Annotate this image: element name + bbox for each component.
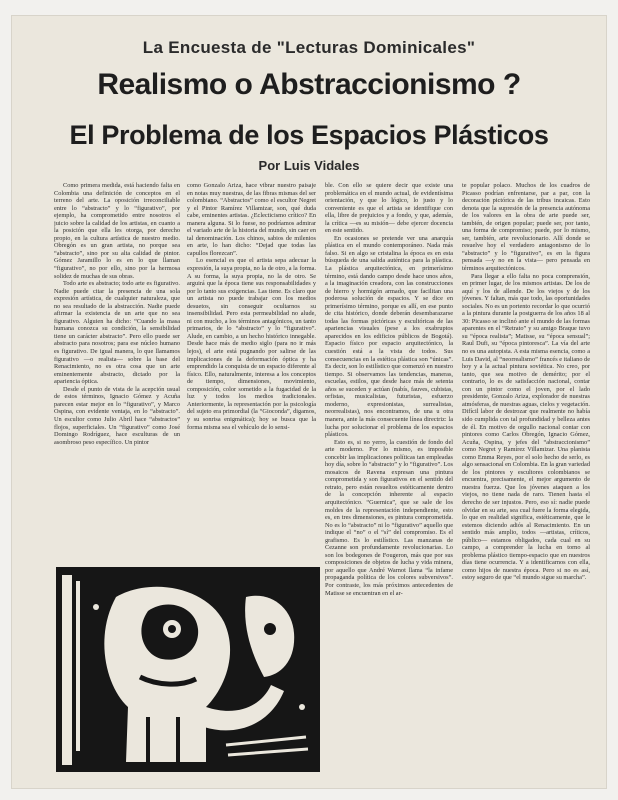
newspaper-page bbox=[12, 16, 606, 788]
paragraph: Lo esencial es que el artista sepa adecuar la expresión, la suya propia, no la de otro, a la forma. A su forma, la suya propia, no la de otro. Se arguirá que la época tiene sus responsabilidades y por lo tanto sus exigencias. Las tiene. Es claro que un artista no puede trabajar con los medios desuetos, sin conseguir ocultarnos su insensibilidad. Pero esta permeabilidad no alude, ni con mucho, a los términos antagónicos, un tanto primarios, de lo “abstracto” y lo “figurativo”. Alude, en cambio, a un hecho histórico innegable. Desde hace más de medio siglo (para no ir más lejos), el arte está pugnando por salirse de las implicaciones de la deformación óptica y ha emprendido la conquista de un espacio diferente al físico. Ello, naturalmente, interesa a los conceptos de tiempo, dimensiones, movimiento, composición, color sometido a la fugacidad de la luz y todos los medios tradicionales. Anteriormente, la representación por la psicología del sujeto era primordial (la “Gioconda”, digamos, y su sonrisa enigmática); hoy se busca que la forma misma sea el vehículo de lo sensi- bbox=[187, 257, 316, 431]
text-column-3 bbox=[325, 182, 453, 762]
text-column-4 bbox=[462, 182, 590, 762]
paragraph: ble. Con ello se quiere decir que existe una problemática en el mundo actual, de evidentísima orientación, y que lo lógico, lo justo y lo conveniente es que el artista se identifique con ella, libre de prejuicios y a fondo, y que, además, la crítica —es su misión— debe ejercer docencia en este sentido. bbox=[325, 182, 453, 235]
paragraph: te popular polaco. Muchos de los cuadros de Picasso podrían enfrentarse, par a par, con la decoración pictórica de las tribus incaicas. Esto denota que la supresión de la presencia autónoma de los valores en la obra de arte puede ser, también, de origen popular; puede ser, por tanto, una forma de compromiso; puede, por lo mismo, ser, también, arte revolucionario. Allí donde se resuelve hoy el verdadero antagonismo de lo “abstracto” y lo “figurativo”, es en la figura pensada —y no en la vista— pero pensada en términos arquitectónicos. bbox=[462, 182, 590, 273]
article-title: Realismo o Abstraccionismo ? bbox=[97, 68, 521, 101]
paragraph: Todo arte es abstracto; todo arte es figurativo. Nadie puede citar la presencia de una sola expresión artística, de cualquier naturaleza, que no sea resultado de la abstracción. Nadie puede afirmar la existencia de un arte que no sea figurativo. Alguien ha dicho: “Cuando la masa humana conozca su condición, la sensibilidad tiene un carácter abstracto”. Pero ello puede ser abstracto para nosotros; para ese núcleo humano es figurativo. De igual manera, lo que llamamos figurativo —o realista— sobre la base del Renacimiento, no es otra cosa que un arte eminentemente abstracto, dictado por la apariencia óptica. bbox=[54, 280, 180, 386]
abstract-figure-woodcut-icon bbox=[56, 567, 320, 772]
section-kicker: La Encuesta de "Lecturas Dominicales" bbox=[142, 38, 476, 57]
article-subtitle: El Problema de los Espacios Plásticos bbox=[69, 120, 549, 150]
text-column-2 bbox=[187, 182, 316, 564]
paragraph: En ocasiones se pretende ver una anarquía plástica en el mundo contemporáneo. Nada más falso. Si en algo se cristalina la época es en esta búsqueda de una salida auténtica para la plástica. La plástica arquitectónica, en primerísimo término, está dando campo desde hace unos años, a la imaginación creadora, con las construcciones de hierro y hormigón armado, que facilitan una poderosa solución de espacios. Y se dice en primerísimo término, porque es allí, en ese punto de cita histórico, donde deberán desembarazarse todas las formas pictóricas y escultóricas de las apariencias visuales (pese a los exabruptos aparecidos en los edificios públicos de Bogotá). Espacio físico por espacio arquitectónico, la cuestión está a la vista de todos. Sus consecuencias en la estética plástica son “únicas”. Es decir, son lo estilístico que comenzó en nuestro tiempo. Si observamos las tendencias, maneras, escuelas, estilos, que desde hace más de setenta años se suceden y actúan (nabís, fauves, cubistas, orfistas, musicalistas, futuristas, esfuerzo moderno, expresionistas, surrealistas, neorrealistas), nos encontramos, de una u otra manera, ante la más consecuente línea directriz: la lucha por solucionar el problema de los espacios plásticos. bbox=[325, 234, 453, 439]
text-column-1 bbox=[54, 182, 180, 564]
paragraph: Para llegar a ello falta no poca comprensión, en primer lugar, de los mismos artistas. De los de aquí y los de allende. De los viejos y de los jóvenes. Y faltan, más que todo, las oportunidades sociales. No es un portento recordar lo que ocurrió a la pintura durante la postguerra de los años 18 al 30: Picasso se inclinó ante el mundo de las formas aparentes en el “Retrato” y su amigo Braque tuvo su “época realista”; Matisse, su “época sensual”; Raul Dufi, su “época pintoresca”. La vía del arte no es una autopista. A esta misma esencia, como a Luis David, al “neorrealismo” francés e italiano de hoy y a la actual pintura soviética. No creo, por tanto, que sea motivo de demérito; por el contrario, lo es de satisfacción nacional, contar con un pintor como el joven, por el lado presidente, Gonzalo Ariza, explorador de nuestras atmósferas, de nuestras aguas, cielos y vegetación. Difícil labor de destrozar que realmente no había sido cumplida con tal profundidad y belleza antes de él. En motivo de orgullo nacional contar con pintores como Carlos Obregón, Ignacio Gómez, Acuña, Ospina, y jefes del “abstraccionismo” como Negret y Ramírez Villamizar. Una planista como Emma Reyes, por el solo hecho de serlo, es algo sensacional en Colombia. En la gran variedad de los pintores y escultores colombianos se encuentra, precisamente, el mejor argumento de nuestra fuerza. Que los jóvenes ataquen a los viejos, no tiene nada de raro. Tienen hasta el derecho de ser injustos. Pero, eso sí: nadie puede olvidar en su arte, sea cual fuere la forma elegida, lo que en realidad significa, estéticamente, que le estemos diciendo adiós al Renacimiento. En un sentido más amplio, todos —artistas, críticos, público— estamos obligados, cada cual en su campo, a comprender la lucha en torno al problema plástico tiempo-espacio que en nuestros días tiene ocurrencia. Y a identificarnos con ella, como hijos de nuestra época. Pero si no es así, estoy seguro de que “el mundo sigue su marcha”. bbox=[462, 272, 590, 582]
paragraph: Esto es, si no yerro, la cuestión de fondo del arte moderno. Por lo mismo, es imposible concebir las implicaciones políticas tan empleadas hoy día, sobre lo “abstracto” y lo “figurativo”. Los mosaicos de Ravena expresan una pintura comprometida y son figurativos en el sentido del retrato, pero están resueltos estéticamente dentro de la concepción inherente al espacio arquitectónico. “Guernica”, que se sale de los moldes de la representación independiente, esto es, en tres dimensiones, es pintura comprometida. No es lo “abstracto” ni lo “figurativo” aquello que indique el “no” o el “sí” del compromiso. Es el grafismo. Es lo estilístico. Las manzanas de Cezanne son profundamente revolucionarias. Lo son los bodegones de Fougeron, más que por sus composiciones de objetos de lucha y vida minera, por aquello que André Warnot llama “la infame propaganda política de los colores subversivos”. Por contraste, los más próximos antecedentes de Matisse se encuentran en el ar- bbox=[325, 438, 453, 597]
paragraph: como Gonzalo Ariza, hace vibrar nuestro paisaje en notas muy nuestras, de las fibras mismas del ser colombiano. “Abstractos” como el escultor Negret y el Pintor Ramírez Villamizar, son, qué duda cabe, eminentes artistas. ¿Eclecticismo crítico? En manera alguna. Si lo fuese, no podríamos admirar el variado arte de la historia del mundo, sin caer en tal denominación. Los chinos, sabios de milenios en arte, lo han dicho: “Dejad que todas las capullos florezcan”. bbox=[187, 182, 316, 257]
paragraph: Como primera medida, está haciendo falta en Colombia una definición de conceptos en el terreno del arte. La oposición irreconciliable entre lo “abstracto” y lo “figurativo”, por ejemplo, ha comprometido entre nosotros el juicio sobre la calidad de los artistas, en cuanto a la posición que ella les otorga, por derecho propio, en la cultura artística de nuestro medio. Obregón es un gran artista, no porque sea “abstracto”, sino por su alta calidad de pintor. Gómez Jaramillo lo es en lo que llaman “figurativo”, no por ello, sino por la hermosa solidez de muchas de sus obras. bbox=[54, 182, 180, 280]
woodcut-illustration bbox=[56, 567, 320, 772]
article-byline: Por Luis Vidales bbox=[258, 158, 360, 173]
paragraph: Desde el punto de vista de la acepción usual de estos términos, Ignacio Gómez y Acuña parecen estar mejor en lo “figurativo”, y Marco Ospina, con evidente ventaja, en lo “abstracto”. Un escultor como Julio Abril hace “abstractos” flojos, superficiales. Un “figurativo” como José Domingo Rodríguez, hace esculturas de un asombroso peso específico. Un pintor bbox=[54, 385, 180, 446]
